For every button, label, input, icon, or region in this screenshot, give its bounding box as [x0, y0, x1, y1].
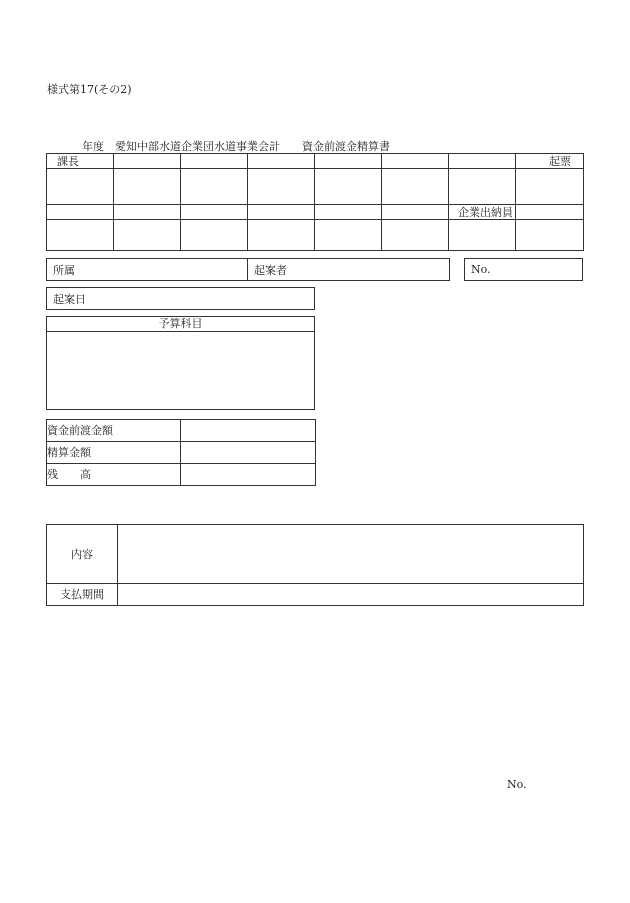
stamp-cell[interactable] — [315, 220, 382, 251]
approval-header-cell — [114, 205, 181, 220]
stamp-cell[interactable] — [248, 169, 315, 205]
budget-item-box[interactable] — [46, 316, 315, 410]
form-number: 様式第17(その2) — [47, 83, 132, 96]
draft-date-field[interactable] — [46, 287, 315, 310]
draft-date-label: 起案日 — [53, 292, 86, 306]
stamp-cell[interactable] — [114, 220, 181, 251]
content-table — [46, 524, 584, 606]
drafter-field[interactable] — [248, 259, 449, 280]
document-name: 資金前渡金精算書 — [302, 140, 390, 153]
stamp-cell[interactable] — [516, 169, 584, 205]
content-value[interactable] — [118, 525, 584, 584]
approval-header-cell — [248, 205, 315, 220]
advance-amount-label: 資金前渡金額 — [47, 420, 181, 442]
stamp-cell[interactable] — [181, 169, 248, 205]
stamp-cell[interactable] — [449, 169, 516, 205]
approval-header-cell — [516, 205, 584, 220]
advance-amount-value[interactable] — [181, 420, 316, 442]
fiscal-year-label: 年度 — [82, 140, 104, 153]
approval-mid-row — [47, 205, 584, 220]
approval-header-cell — [47, 205, 114, 220]
approval-stamp-row — [47, 169, 584, 205]
stamp-cell[interactable] — [181, 220, 248, 251]
approval-header-cell — [315, 154, 382, 169]
stamp-cell[interactable] — [248, 220, 315, 251]
payment-period-label: 支払期間 — [47, 584, 118, 606]
approval-header-cell — [382, 205, 449, 220]
organization-name: 愛知中部水道企業団水道事業会計 — [115, 140, 280, 153]
approval-label-kihyo: 起票 — [516, 154, 584, 169]
balance-value[interactable] — [181, 464, 316, 486]
amount-row — [47, 442, 316, 464]
payment-period-value[interactable] — [118, 584, 584, 606]
approval-label-kacho: 課長 — [47, 154, 114, 169]
settled-amount-value[interactable] — [181, 442, 316, 464]
department-field[interactable] — [47, 259, 248, 280]
budget-item-label: 予算科目 — [47, 317, 314, 332]
approval-header-cell — [114, 154, 181, 169]
stamp-cell[interactable] — [449, 220, 516, 251]
stamp-cell[interactable] — [114, 169, 181, 205]
approval-header-row — [47, 154, 584, 169]
stamp-cell[interactable] — [47, 169, 114, 205]
department-label: 所属 — [53, 263, 75, 277]
amounts-table — [46, 419, 316, 486]
settled-amount-label: 精算金額 — [47, 442, 181, 464]
payment-period-row — [47, 584, 584, 606]
content-label: 内容 — [47, 525, 118, 584]
approval-header-cell — [181, 154, 248, 169]
approval-header-cell — [315, 205, 382, 220]
stamp-cell[interactable] — [47, 220, 114, 251]
approval-stamp-row — [47, 220, 584, 251]
approval-header-cell — [248, 154, 315, 169]
stamp-cell[interactable] — [382, 169, 449, 205]
approval-header-cell — [449, 154, 516, 169]
document-title — [82, 138, 390, 154]
stamp-cell[interactable] — [382, 220, 449, 251]
approval-stamp-grid — [46, 153, 584, 251]
drafter-label: 起案者 — [254, 263, 287, 277]
approval-label-suitoin: 企業出納員 — [449, 205, 516, 220]
amount-row — [47, 420, 316, 442]
number-label: No. — [471, 263, 491, 276]
content-row — [47, 525, 584, 584]
approval-header-cell — [181, 205, 248, 220]
stamp-cell[interactable] — [315, 169, 382, 205]
stamp-cell[interactable] — [516, 220, 584, 251]
footer-number: No. — [507, 778, 527, 791]
amount-row — [47, 464, 316, 486]
department-drafter-row — [46, 258, 450, 281]
balance-label: 残 高 — [47, 464, 181, 486]
number-field[interactable] — [464, 258, 583, 281]
approval-header-cell — [382, 154, 449, 169]
